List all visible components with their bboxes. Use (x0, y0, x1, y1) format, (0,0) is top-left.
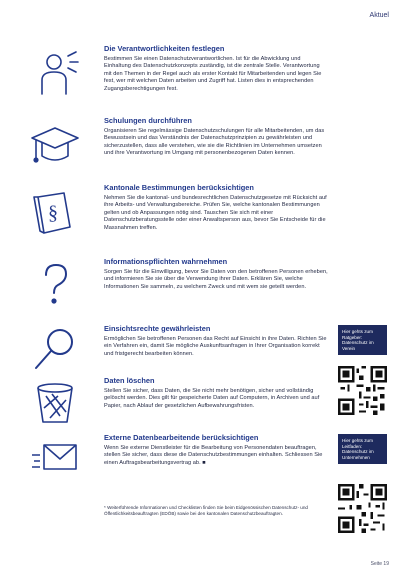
section-text (104, 433, 328, 467)
section-heading: Schulungen durchführen (104, 116, 192, 125)
footnote: * Weiterführende Informationen und Checklisten finden Sie beim Eidgenössischen Datenschutz- und Öffentlichkeitsbeauftragten (EDÖB) sowie bei den kantonalen Datenschutzbeauftragten. (104, 505, 308, 516)
graduation-cap-icon (30, 120, 80, 170)
section-text (104, 44, 328, 93)
section-body: Sorgen Sie für die Einwilligung, bevor Sie Daten von den betroffenen Personen erheben, und informieren Sie sie über die Verwendung ihrer Daten. Erklären Sie, welche Informationen Sie sammeln, zu welchem Zweck und mit wem sie geteilt werden. (104, 269, 328, 290)
section-body: Organisieren Sie regelmässige Datenschutzschulungen für alle Mitarbeitenden, um das Bewusstsein und das Verständnis der Datenschutzprinzipien zu gewährleisten und sicherzustellen, dass alle verstehen, wie sie die Richtlinien im Unternehmen umsetzen und ihre Verantwortung im Umgang mit personenbezogenen Daten kennen. (104, 128, 325, 157)
qr-code-icon[interactable] (338, 366, 387, 415)
page-header: Aktuel (369, 12, 389, 19)
guide-link-box[interactable]: Hier gehts zum Ratgeber: Datenschutz im Verein (338, 325, 387, 355)
section-heading: Informationspflichten wahrnehmen (104, 257, 228, 266)
section-text (104, 376, 328, 410)
trash-bin-icon (30, 378, 80, 428)
section-text (104, 324, 328, 358)
qr-code-icon[interactable] (338, 484, 387, 533)
section-body: Wenn Sie externe Dienstleister für die Bearbeitung von Personendaten beauftragen, stellen Sie sicher, dass diese die Datenschutzbestimmungen einhalten. Schliessen Sie einen Auftragsbearbeitungsvertrag ab. ■ (104, 445, 323, 466)
section-heading: Externe Datenbearbeitende berücksichtigen (104, 433, 259, 442)
section-text (104, 116, 328, 158)
email-send-icon (30, 433, 80, 483)
section-heading: Daten löschen (104, 376, 155, 385)
section-body: Nehmen Sie die kantonal- und bundesrechtlichen Datenschutzgesetze mit Rücksicht auf ihre Arbeits- und Verwaltungsbereiche. Prüfen Sie, welche kantonalen Bestimmungen gelten und ob Anpassungen nötig sind. Tauschen Sie sich mit einer Datenschutzberatungsstelle oder einer Anwaltsperson aus, bevor Sie Entscheide für die Massnahmen treffen. (104, 195, 327, 231)
svg-text:§: § (48, 202, 58, 224)
section-body: Ermöglichen Sie betroffenen Personen das Recht auf Einsicht in ihre Daten. Richten Sie ein Verfahren ein, damit Sie mögliche Auskunftsanfragen in Ihrer Organisation korrekt und fristgerecht bearbeiten können. (104, 336, 327, 357)
section-text (104, 257, 328, 291)
person-speaking-icon (30, 48, 80, 98)
question-mark-icon (30, 259, 80, 309)
law-book-icon (30, 187, 80, 237)
section-heading: Einsichtsrechte gewährleisten (104, 324, 211, 333)
section-text (104, 183, 328, 232)
page-number: Seite 19 (370, 561, 389, 567)
magnifying-glass-icon (30, 324, 80, 374)
section-body: Bestimmen Sie einen Datenschutzverantwortlichen. Ist für die Abwicklung und Einhaltung des Datenschutzkonzepts zuständig, ist die zentrale Stelle. Verantwortung mit den Themen in der Regel auch als erster Kontakt für Mitarbeitenden und legen Sie fest, wer mit welchen Daten arbeiten und Zugriff hat. Listen dies in entsprechenden Zugangsberechtigungen fest. (104, 56, 322, 92)
section-heading: Die Verantwortlichkeiten festlegen (104, 44, 225, 53)
section-heading: Kantonale Bestimmungen berücksichtigen (104, 183, 254, 192)
guide-link-box[interactable]: Hier gehts zum Leitfaden: Datenschutz im Unternehmen (338, 434, 387, 464)
section-body: Stellen Sie sicher, dass Daten, die Sie nicht mehr benötigen, sicher und vollständig gelöscht werden. Dies gilt für gespeicherte Daten auf Computern, in Archiven und auf Papier, nach Ablauf der gesetzlichen Aufbewahrungsfristen. (104, 388, 320, 409)
